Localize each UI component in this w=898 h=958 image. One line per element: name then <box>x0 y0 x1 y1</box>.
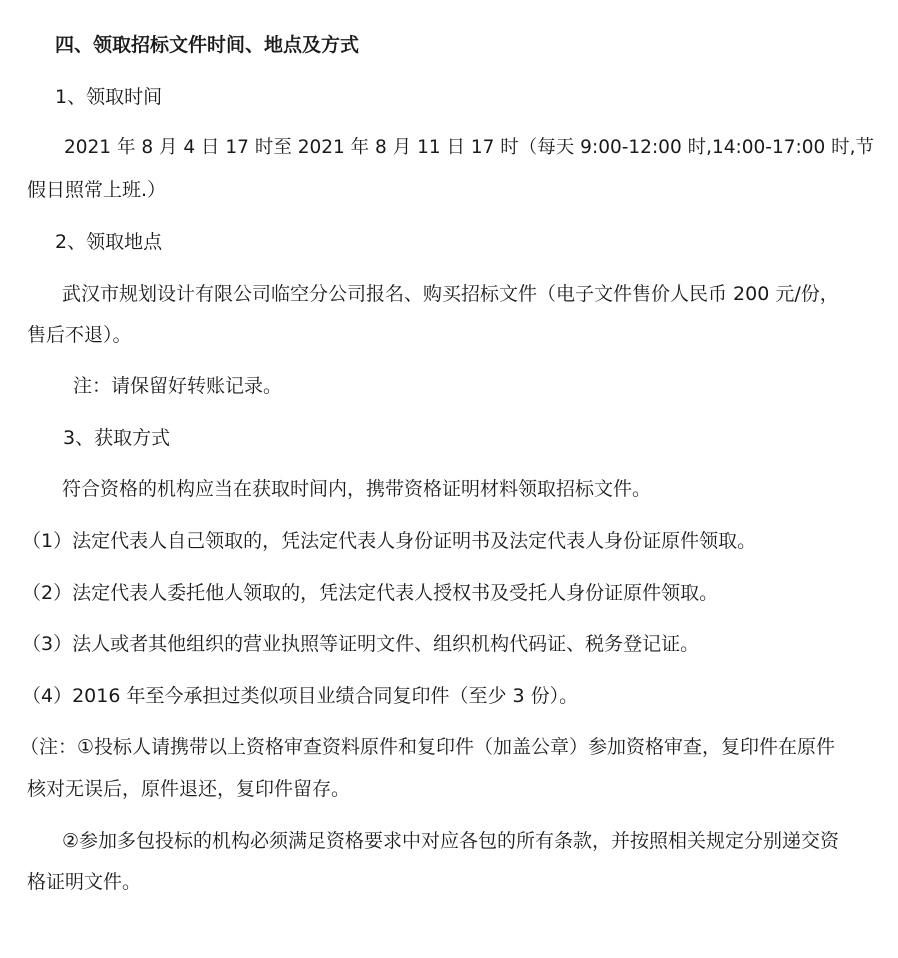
place-line-1: 武汉市规划设计有限公司临空分公司报名、购买招标文件（电子文件售价人民币 200 元/份， <box>62 283 839 305</box>
note-2-line-1: ②参加多包投标的机构必须满足资格要求中对应各包的所有条款，并按照相关规定分别递交资 <box>62 830 840 852</box>
section-heading: 四、领取招标文件时间、地点及方式 <box>55 34 360 56</box>
method-item-4: （4）2016 年至今承担过类似项目业绩合同复印件（至少 3 份）。 <box>22 685 579 707</box>
place-note: 注：请保留好转账记录。 <box>73 375 283 397</box>
method-intro: 符合资格的机构应当在获取时间内，携带资格证明材料领取招标文件。 <box>62 478 652 500</box>
method-item-2: （2）法定代表人委托他人领取的，凭法定代表人授权书及受托人身份证原件领取。 <box>22 582 719 604</box>
note-1-line-1: （注：①投标人请携带以上资格审查资料原件和复印件（加盖公章）参加资格审查，复印件在原件 <box>20 736 836 758</box>
method-item-1: （1）法定代表人自己领取的，凭法定代表人身份证明书及法定代表人身份证原件领取。 <box>22 530 757 552</box>
method-item-3: （3）法人或者其他组织的营业执照等证明文件、组织机构代码证、税务登记证。 <box>22 633 700 655</box>
place-title: 2、领取地点 <box>55 231 163 253</box>
note-2-line-2: 格证明文件。 <box>27 871 142 893</box>
place-line-2: 售后不退）。 <box>27 324 132 346</box>
note-1-line-2: 核对无误后，原件退还，复印件留存。 <box>27 778 351 800</box>
time-line-1: 2021 年 8 月 4 日 17 时至 2021 年 8 月 11 日 17 时（每天 9:00-12:00 时,14:00-17:00 时,节 <box>64 137 875 158</box>
time-line-2: 假日照常上班.） <box>27 179 167 201</box>
method-title: 3、获取方式 <box>63 427 171 449</box>
time-title: 1、领取时间 <box>55 86 163 108</box>
